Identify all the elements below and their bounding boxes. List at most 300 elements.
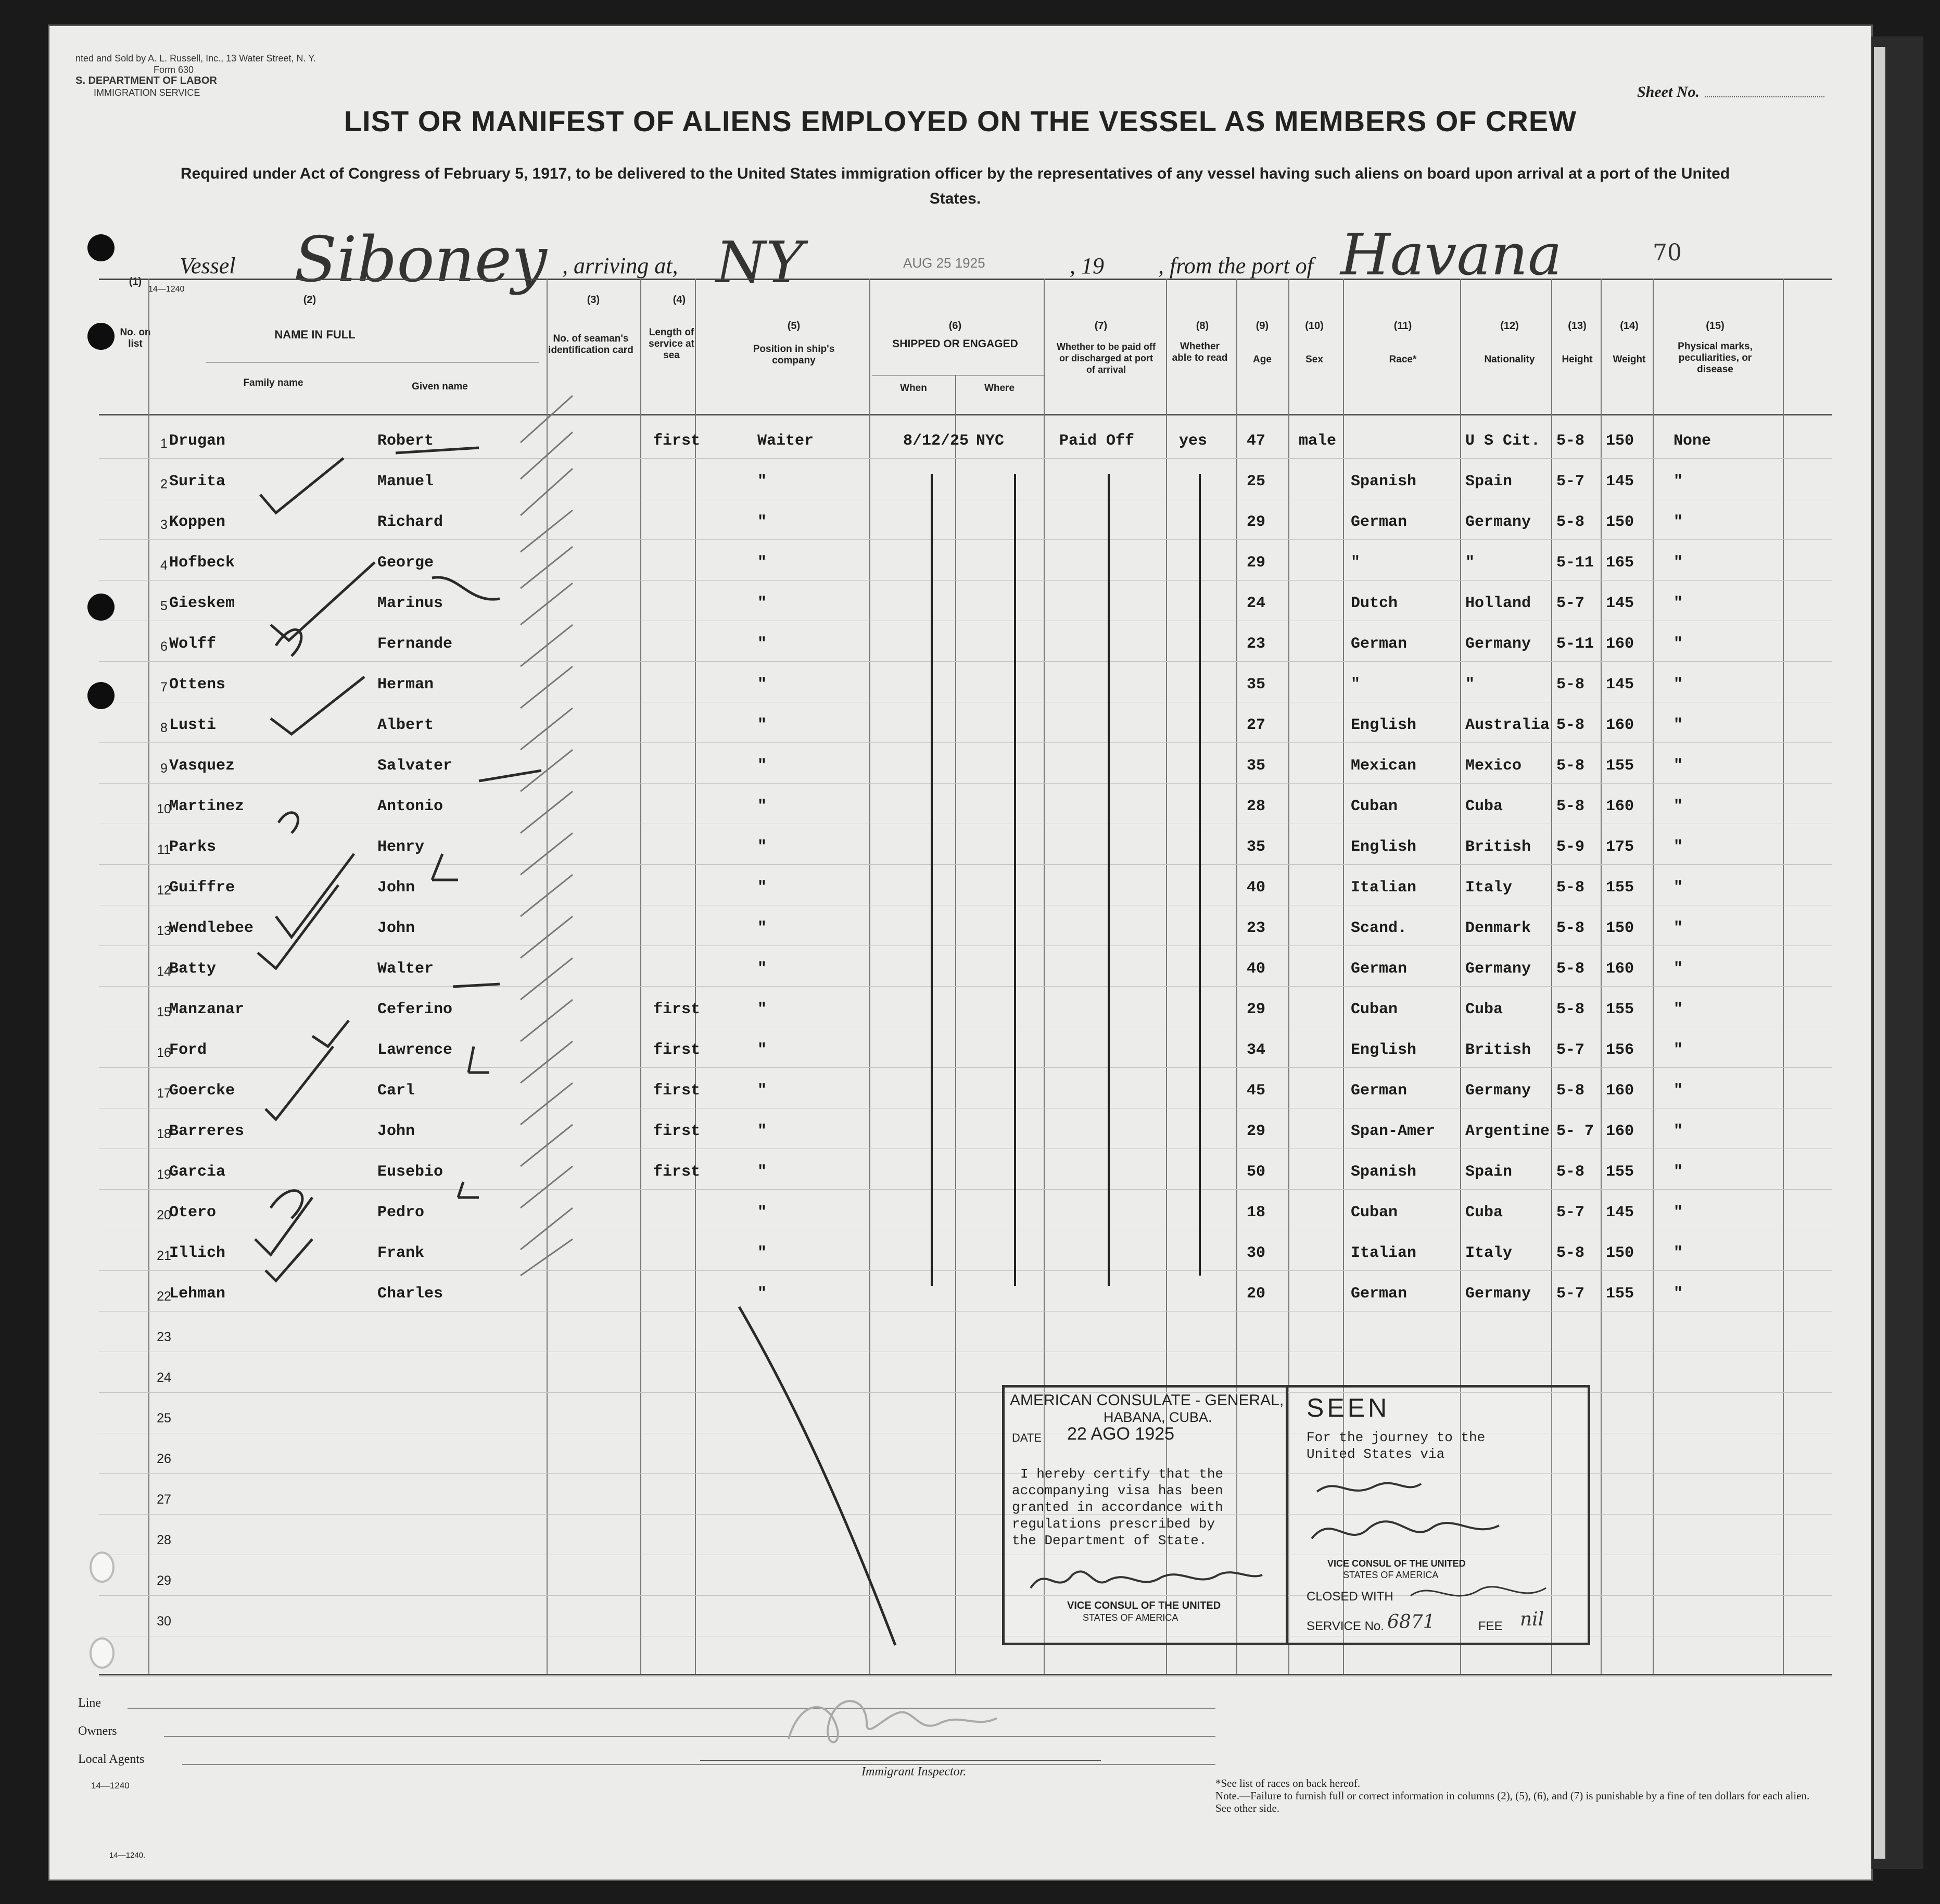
cell-age: 29 (1247, 1123, 1266, 1140)
cell-physical-marks: " (1673, 1082, 1683, 1100)
cell-nationality: Spain (1465, 1163, 1513, 1181)
cell-given-name: Manuel (377, 473, 434, 490)
row-number: 15 (157, 1005, 171, 1019)
cell-weight: 160 (1606, 960, 1634, 978)
row-number: 27 (157, 1492, 171, 1507)
cell-weight: 150 (1606, 432, 1634, 450)
row-number: 12 (157, 883, 171, 898)
cell-weight: 145 (1606, 595, 1634, 612)
cell-given-name: Eusebio (377, 1163, 443, 1181)
cell-weight: 155 (1606, 1285, 1634, 1303)
cell-given-name: Salvater (377, 757, 453, 775)
footnote-races: *See list of races on back hereof. (1215, 1777, 1361, 1789)
cell-physical-marks: " (1673, 716, 1683, 734)
col-num-11: (11) (1393, 320, 1412, 332)
cell-physical-marks: " (1673, 1285, 1683, 1303)
service-no-value: 6871 (1387, 1611, 1435, 1633)
cell-family-name: Manzanar (169, 1001, 245, 1018)
punch-hole (87, 234, 115, 261)
row-number: 6 (160, 639, 168, 654)
col-num-13: (13) (1568, 320, 1587, 332)
cell-position: " (757, 595, 767, 612)
cell-age: 35 (1247, 676, 1266, 693)
vice-consul-label-2: VICE CONSUL OF THE UNITED (1327, 1558, 1466, 1569)
cell-family-name: Goercke (169, 1082, 235, 1100)
cell-position: " (757, 879, 767, 897)
row-rule (99, 864, 1832, 865)
rule (182, 1764, 1215, 1765)
col-head-paid-off: Whether to be paid off or discharged at port of arrival (1057, 342, 1156, 375)
col-head-weight: Weight (1613, 354, 1646, 365)
row-number: 25 (157, 1411, 171, 1426)
page-title: LIST OR MANIFEST OF ALIENS EMPLOYED ON THE VESSEL AS MEMBERS OF CREW (344, 105, 1577, 137)
rule (99, 1674, 1832, 1675)
cell-race: Italian (1351, 1244, 1417, 1262)
cell-physical-marks: " (1673, 554, 1683, 572)
cell-height: 5-7 (1556, 595, 1585, 612)
cell-height: 5-8 (1556, 879, 1585, 897)
cell-family-name: Ottens (169, 676, 226, 693)
footnote (1215, 1777, 1814, 1814)
cell-position: " (757, 676, 767, 693)
cell-position: " (757, 838, 767, 856)
service-name: IMMIGRATION SERVICE (94, 87, 200, 98)
row-rule (99, 986, 1832, 987)
cell-weight: 150 (1606, 513, 1634, 531)
cell-given-name: George (377, 554, 434, 572)
cell-age: 20 (1247, 1285, 1266, 1303)
consulate-stamp (1005, 1388, 1288, 1643)
row-number: 2 (160, 477, 168, 491)
cell-age: 40 (1247, 879, 1266, 897)
cell-weight: 145 (1606, 473, 1634, 490)
stamp-date: 22 AGO 1925 (1067, 1424, 1175, 1444)
row-number: 14 (157, 964, 171, 979)
row-number: 18 (157, 1127, 171, 1141)
cell-height: 5-11 (1556, 554, 1594, 572)
col-num-15: (15) (1706, 320, 1725, 332)
footer-form-code: 14—1240 (91, 1781, 130, 1790)
cell-position: " (757, 1204, 767, 1221)
department-name: S. DEPARTMENT OF LABOR (75, 75, 217, 86)
row-number: 20 (157, 1208, 171, 1222)
cell-able-to-read: yes (1179, 432, 1208, 450)
cell-family-name: Surita (169, 473, 226, 490)
vice-consul-label: VICE CONSUL OF THE UNITED (1067, 1600, 1221, 1611)
cell-height: 5-7 (1556, 1204, 1585, 1221)
usa-label-2: STATES OF AMERICA (1343, 1570, 1439, 1580)
inspector-signature (778, 1682, 1049, 1760)
row-number: 19 (157, 1167, 171, 1182)
certify-line-4: regulations prescribed by (1012, 1516, 1215, 1532)
cell-position: " (757, 635, 767, 653)
cell-race: English (1351, 1041, 1417, 1059)
cell-family-name: Gieskem (169, 595, 235, 612)
cell-race: English (1351, 838, 1417, 856)
row-rule (99, 742, 1832, 743)
page-subtitle: Required under Act of Congress of February 5, 1917, to be delivered to the United States immigration officer by the representatives of any vessel having such aliens on board upon arrival at a port of the United States. (180, 165, 1730, 207)
journey-line-1: For the journey to the (1307, 1430, 1486, 1445)
cell-physical-marks: " (1673, 1041, 1683, 1059)
cell-age: 25 (1247, 473, 1266, 490)
col-head-no: No. on list (120, 327, 151, 349)
cell-physical-marks: " (1673, 473, 1683, 490)
manifest-sheet (49, 26, 1871, 1880)
arriving-port: NY (716, 229, 804, 296)
cell-position: " (757, 960, 767, 978)
col-head-position: Position in ship's company (753, 344, 835, 366)
col-num-10: (10) (1305, 320, 1324, 332)
cell-weight: 175 (1606, 838, 1634, 856)
inspector-label: Immigrant Inspector. (861, 1765, 967, 1779)
consulate-city: HABANA, CUBA. (1104, 1409, 1212, 1425)
cell-age: 23 (1247, 919, 1266, 937)
rule (1601, 279, 1602, 1674)
punch-hole-ghost (90, 1637, 115, 1669)
cell-height: 5-8 (1556, 757, 1585, 775)
row-rule (99, 1067, 1832, 1068)
cell-nationality: British (1465, 1041, 1531, 1059)
cell-nationality: Holland (1465, 595, 1531, 612)
cell-position: Waiter (757, 432, 814, 450)
cell-weight: 160 (1606, 716, 1634, 734)
col-num-6: (6) (948, 320, 962, 332)
row-number: 23 (157, 1330, 171, 1344)
form-code-top: 14—1240 (148, 285, 185, 294)
cell-physical-marks: " (1673, 1204, 1683, 1221)
col-num-14: (14) (1620, 320, 1639, 332)
cell-position: " (757, 798, 767, 815)
cell-family-name: Otero (169, 1204, 217, 1221)
cell-position: " (757, 1163, 767, 1181)
cell-physical-marks: " (1673, 879, 1683, 897)
cell-age: 18 (1247, 1204, 1266, 1221)
cell-age: 30 (1247, 1244, 1266, 1262)
certify-line-1: I hereby certify that the (1020, 1466, 1224, 1482)
row-number: 22 (157, 1289, 171, 1304)
col-num-12: (12) (1500, 320, 1519, 332)
cell-position: " (757, 757, 767, 775)
footer-line-label: Line (78, 1696, 101, 1710)
cell-position: " (757, 1123, 767, 1140)
cell-weight: 155 (1606, 1001, 1634, 1018)
cell-family-name: Drugan (169, 432, 226, 450)
rule (128, 1708, 1215, 1709)
cell-family-name: Hofbeck (169, 554, 235, 572)
cell-nationality: Germany (1465, 960, 1531, 978)
cell-position: " (757, 1001, 767, 1018)
cell-race: German (1351, 513, 1408, 531)
cell-physical-marks: " (1673, 1001, 1683, 1018)
cell-weight: 150 (1606, 919, 1634, 937)
cell-age: 29 (1247, 1001, 1266, 1018)
cell-race: Cuban (1351, 798, 1398, 815)
cell-position: " (757, 919, 767, 937)
cell-race: Cuban (1351, 1204, 1398, 1221)
cell-nationality: Italy (1465, 879, 1513, 897)
cell-nationality: Denmark (1465, 919, 1531, 937)
cell-given-name: Walter (377, 960, 434, 978)
cell-weight: 155 (1606, 879, 1634, 897)
cell-nationality: Germany (1465, 635, 1531, 653)
cell-age: 47 (1247, 432, 1266, 450)
cell-weight: 160 (1606, 1082, 1634, 1100)
row-rule (99, 1311, 1832, 1312)
row-rule (99, 1189, 1832, 1190)
footer-agents-label: Local Agents (78, 1752, 145, 1766)
certify-line-2: accompanying visa has been (1012, 1483, 1223, 1498)
cell-height: 5-11 (1556, 635, 1594, 653)
cell-family-name: Barreres (169, 1123, 245, 1140)
cell-family-name: Wendlebee (169, 919, 254, 937)
cell-length-of-service: first (653, 1001, 701, 1018)
footer-owners-label: Owners (78, 1724, 117, 1738)
rule (955, 375, 956, 1674)
cell-position: " (757, 1041, 767, 1059)
cell-weight: 160 (1606, 1123, 1634, 1140)
cell-age: 28 (1247, 798, 1266, 815)
cell-given-name: John (377, 1123, 415, 1140)
cell-race: Italian (1351, 879, 1417, 897)
cell-race: English (1351, 716, 1417, 734)
cell-age: 29 (1247, 513, 1266, 531)
cell-age: 23 (1247, 635, 1266, 653)
cell-length-of-service: first (653, 432, 701, 450)
col-head-id-card: No. of seaman's identification card (548, 333, 633, 356)
cell-position: " (757, 716, 767, 734)
cell-family-name: Batty (169, 960, 217, 978)
cell-height: 5-7 (1556, 1041, 1585, 1059)
page-edge (1874, 47, 1885, 1859)
cell-race: " (1351, 676, 1361, 693)
cell-height: 5-8 (1556, 1082, 1585, 1100)
cell-family-name: Martinez (169, 798, 245, 815)
cell-position: " (757, 1285, 767, 1303)
cell-physical-marks: " (1673, 838, 1683, 856)
cell-given-name: Carl (377, 1082, 415, 1100)
row-number: 24 (157, 1370, 171, 1385)
cell-physical-marks: " (1673, 757, 1683, 775)
col-head-service: Length of service at sea (649, 327, 694, 361)
row-number: 1 (160, 436, 168, 451)
cell-length-of-service: first (653, 1082, 701, 1100)
col-head-nationality: Nationality (1484, 354, 1535, 365)
rule (700, 1760, 1101, 1761)
cell-physical-marks: " (1673, 798, 1683, 815)
cell-family-name: Wolff (169, 635, 217, 653)
consul-signature (1025, 1559, 1265, 1601)
footer-form-code-2: 14—1240. (109, 1851, 146, 1860)
cell-sex: male (1299, 432, 1337, 450)
col-num-3: (3) (587, 294, 600, 306)
cell-given-name: Ceferino (377, 1001, 453, 1018)
cell-position: " (757, 1244, 767, 1262)
row-rule (99, 458, 1832, 459)
cell-length-of-service: first (653, 1041, 701, 1059)
cell-length-of-service: first (653, 1123, 701, 1140)
stamp-date-label: DATE (1012, 1431, 1042, 1444)
row-number: 30 (157, 1614, 171, 1629)
punch-hole-ghost (90, 1552, 115, 1583)
row-rule (99, 783, 1832, 784)
row-number: 21 (157, 1249, 171, 1263)
arriving-label: , arriving at, (562, 253, 678, 279)
vessel-name: Siboney (294, 224, 547, 296)
col-num-5: (5) (787, 320, 801, 332)
cell-weight: 155 (1606, 1163, 1634, 1181)
consulate-name: AMERICAN CONSULATE - GENERAL, (1010, 1392, 1284, 1409)
cell-length-of-service: first (653, 1163, 701, 1181)
row-number: 4 (160, 558, 168, 573)
cell-given-name: Henry (377, 838, 425, 856)
seen-signatures (1307, 1471, 1577, 1648)
cell-position: " (757, 473, 767, 490)
fee-value: nil (1520, 1609, 1544, 1630)
cell-physical-marks: " (1673, 919, 1683, 937)
sheet-number-line (1705, 96, 1824, 97)
cell-nationality: Australia (1465, 716, 1550, 734)
cell-family-name: Garcia (169, 1163, 226, 1181)
fee-label: FEE (1478, 1619, 1503, 1633)
cell-physical-marks: " (1673, 513, 1683, 531)
cell-nationality: Spain (1465, 473, 1513, 490)
cell-height: 5- 7 (1556, 1123, 1594, 1140)
cell-race: Spanish (1351, 473, 1417, 490)
cell-age: 29 (1247, 554, 1266, 572)
cell-nationality: Argentine (1465, 1123, 1550, 1140)
rule (1783, 279, 1784, 1674)
cell-height: 5-8 (1556, 1244, 1585, 1262)
cell-nationality: British (1465, 838, 1531, 856)
cell-weight: 156 (1606, 1041, 1634, 1059)
cell-nationality: Italy (1465, 1244, 1513, 1262)
cell-race: German (1351, 960, 1408, 978)
cell-height: 5-7 (1556, 473, 1585, 490)
cell-weight: 150 (1606, 1244, 1634, 1262)
cell-physical-marks: " (1673, 635, 1683, 653)
cell-nationality: " (1465, 676, 1475, 693)
row-number: 7 (160, 680, 168, 695)
cell-physical-marks: " (1673, 1244, 1683, 1262)
row-number: 5 (160, 599, 168, 613)
col-head-age: Age (1253, 354, 1272, 365)
row-rule (99, 945, 1832, 946)
col-num-4: (4) (673, 294, 686, 306)
cell-race: " (1351, 554, 1361, 572)
cell-height: 5-8 (1556, 716, 1585, 734)
usa-label: STATES OF AMERICA (1083, 1612, 1178, 1623)
cell-nationality: Cuba (1465, 1001, 1503, 1018)
cell-given-name: Herman (377, 676, 434, 693)
cell-family-name: Lusti (169, 716, 217, 734)
rule (164, 1736, 1215, 1737)
cell-family-name: Vasquez (169, 757, 235, 775)
consular-stamp (1002, 1385, 1590, 1645)
cell-race: German (1351, 635, 1408, 653)
cell-nationality: Cuba (1465, 798, 1503, 815)
cell-physical-marks: " (1673, 960, 1683, 978)
col-num-8: (8) (1196, 320, 1209, 332)
cell-race: German (1351, 1285, 1408, 1303)
row-number: 8 (160, 721, 168, 735)
from-port-label: , from the port of (1158, 253, 1313, 279)
cell-nationality: Germany (1465, 513, 1531, 531)
cell-age: 35 (1247, 838, 1266, 856)
cell-family-name: Koppen (169, 513, 226, 531)
cell-given-name: Pedro (377, 1204, 425, 1221)
row-number: 17 (157, 1086, 171, 1101)
punch-hole (87, 594, 115, 621)
col-head-given: Given name (412, 381, 468, 392)
certify-line-3: granted in accordance with (1012, 1499, 1223, 1515)
cell-given-name: Albert (377, 716, 434, 734)
cell-weight: 155 (1606, 757, 1634, 775)
row-rule (99, 1270, 1832, 1271)
from-port: Havana (1340, 221, 1562, 288)
footnote-penalty: Note.—Failure to furnish full or correct information in columns (2), (5), (6), and (7) is punishable by a fine of ten dollars for each alien. See other side. (1215, 1789, 1810, 1814)
cell-height: 5-8 (1556, 1001, 1585, 1018)
cell-given-name: Robert (377, 432, 434, 450)
rule (640, 279, 641, 1674)
cell-height: 5-8 (1556, 513, 1585, 531)
cell-given-name: John (377, 879, 415, 897)
col-head-height: Height (1562, 354, 1593, 365)
cell-height: 5-8 (1556, 798, 1585, 815)
rule (695, 279, 696, 1674)
cell-weight: 145 (1606, 1204, 1634, 1221)
cell-height: 5-9 (1556, 838, 1585, 856)
row-number: 10 (157, 802, 171, 816)
col-head-where: Where (984, 383, 1015, 394)
year-label: , 19 (1070, 253, 1104, 279)
punch-hole (87, 682, 115, 709)
col-head-read: Whether able to read (1172, 341, 1228, 363)
cell-shipped-where: NYC (976, 432, 1005, 450)
cell-physical-marks: " (1673, 595, 1683, 612)
col-head-sex: Sex (1305, 354, 1323, 365)
cell-race: Mexican (1351, 757, 1417, 775)
cell-race: Spanish (1351, 1163, 1417, 1181)
cell-height: 5-8 (1556, 676, 1585, 693)
rule (869, 279, 870, 1674)
cell-race: Span-Amer (1351, 1123, 1436, 1140)
cell-physical-marks: " (1673, 1163, 1683, 1181)
cell-nationality: Mexico (1465, 757, 1522, 775)
col-num-7: (7) (1094, 320, 1108, 332)
row-rule (99, 1676, 1832, 1677)
cell-race: Dutch (1351, 595, 1398, 612)
cell-family-name: Parks (169, 838, 217, 856)
cell-given-name: Marinus (377, 595, 443, 612)
cell-position: " (757, 1082, 767, 1100)
journey-line-2: United States via (1307, 1446, 1445, 1462)
row-number: 16 (157, 1045, 171, 1060)
cell-family-name: Ford (169, 1041, 207, 1059)
seen-label: SEEN (1307, 1393, 1390, 1422)
cell-nationality: " (1465, 554, 1475, 572)
cell-nationality: U S Cit. (1465, 432, 1541, 450)
cell-race: Scand. (1351, 919, 1408, 937)
rule (547, 279, 548, 1674)
row-number: 28 (157, 1533, 171, 1547)
cell-family-name: Guiffre (169, 879, 235, 897)
cell-age: 40 (1247, 960, 1266, 978)
certify-line-5: the Department of State. (1012, 1533, 1207, 1548)
row-number: 29 (157, 1573, 171, 1588)
col-head-marks: Physical marks, peculiarities, or disease (1678, 341, 1753, 375)
cell-height: 5-8 (1556, 919, 1585, 937)
cell-weight: 165 (1606, 554, 1634, 572)
